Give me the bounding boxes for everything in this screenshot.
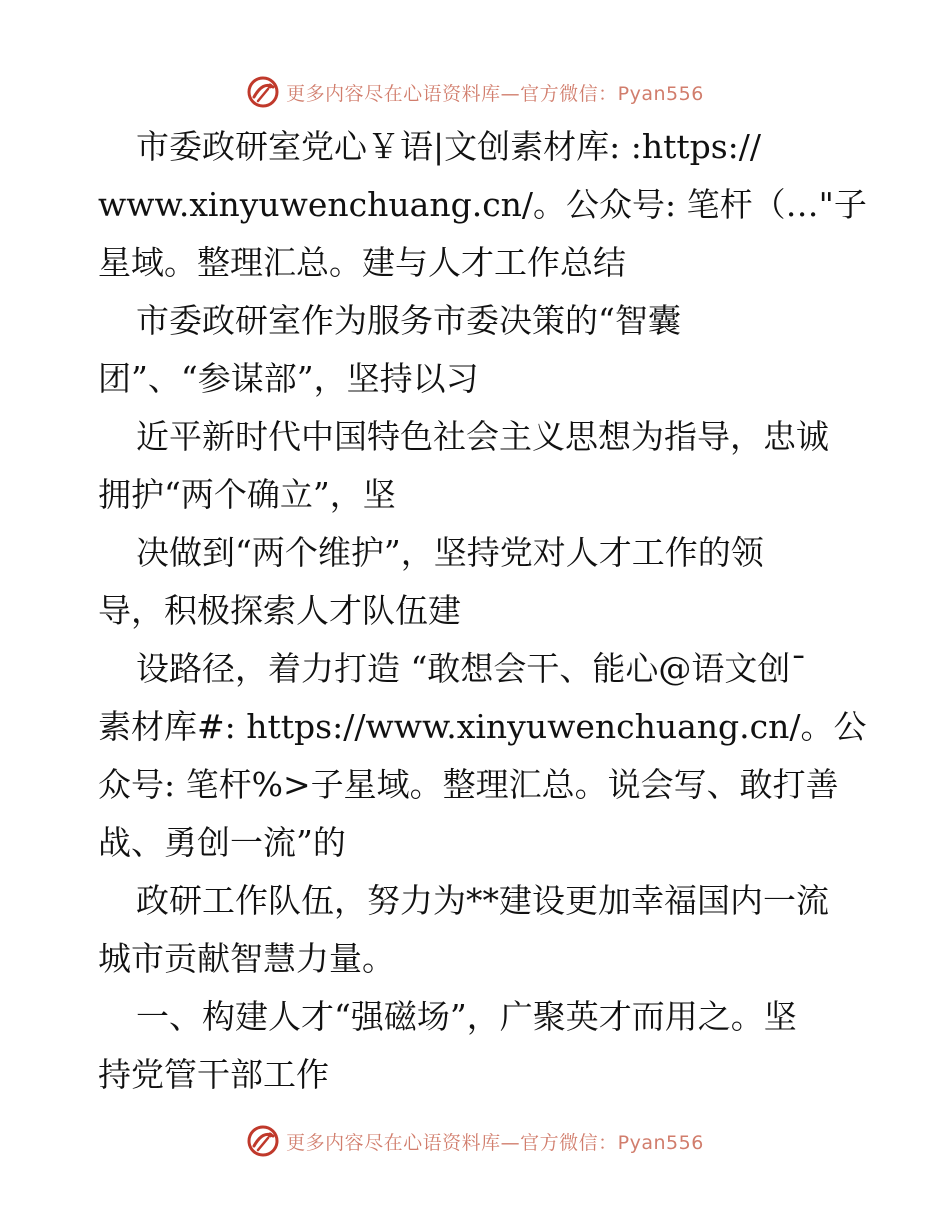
header-banner-text: 更多内容尽在心语资料库—官方微信：Pyan556 — [286, 82, 704, 105]
text-line: 一、构建人才“强磁场”，广聚英才而用之。坚 — [136, 997, 797, 1036]
paragraph-7 — [98, 988, 858, 1104]
text-line: 市委政研室党心￥语|文创素材库: :https:// — [136, 127, 762, 166]
paragraph-5 — [98, 640, 867, 872]
text-line: 政研工作队伍，努力为**建设更加幸福国内一流 — [136, 881, 829, 920]
footer-banner-text: 更多内容尽在心语资料库—官方微信：Pyan556 — [286, 1131, 704, 1154]
text-line: www.xinyuwenchuang.cn/。公众号: 笔杆（…"子 — [98, 185, 867, 224]
text-line: 城市贡献智慧力量。 — [98, 939, 395, 978]
text-line: 众号: 笔杆%>子星域。整理汇总。说会写、敢打善 — [98, 765, 839, 804]
paragraph-1 — [98, 118, 867, 292]
header-banner — [0, 72, 950, 112]
logo-icon — [246, 75, 280, 109]
paragraph-4 — [98, 524, 858, 640]
text-line: 市委政研室作为服务市委决策的“智囊 — [136, 301, 681, 340]
logo-icon — [246, 1124, 280, 1158]
text-line: 决做到“两个维护”，坚持党对人才工作的领 — [136, 533, 764, 572]
document-body — [98, 118, 867, 1104]
paragraph-3 — [98, 408, 858, 524]
text-line: 星域。整理汇总。建与人才工作总结 — [98, 243, 626, 282]
paragraph-6 — [98, 872, 858, 988]
text-line: 设路径，着力打造 “敢想会干、能心@语文创¯ — [136, 649, 807, 688]
text-line: 团”、“参谋部”，坚持以习 — [98, 359, 479, 398]
text-line: 导，积极探索人才队伍建 — [98, 591, 461, 630]
text-line: 拥护“两个确立”，坚 — [98, 475, 396, 514]
text-line: 战、勇创一流”的 — [98, 823, 346, 862]
footer-banner — [0, 1121, 950, 1161]
text-line: 素材库#: https://www.xinyuwenchuang.cn/。公 — [98, 707, 867, 746]
paragraph-2 — [98, 292, 858, 408]
text-line: 持党管干部工作 — [98, 1055, 329, 1094]
text-line: 近平新时代中国特色社会主义思想为指导，忠诚 — [136, 417, 829, 456]
